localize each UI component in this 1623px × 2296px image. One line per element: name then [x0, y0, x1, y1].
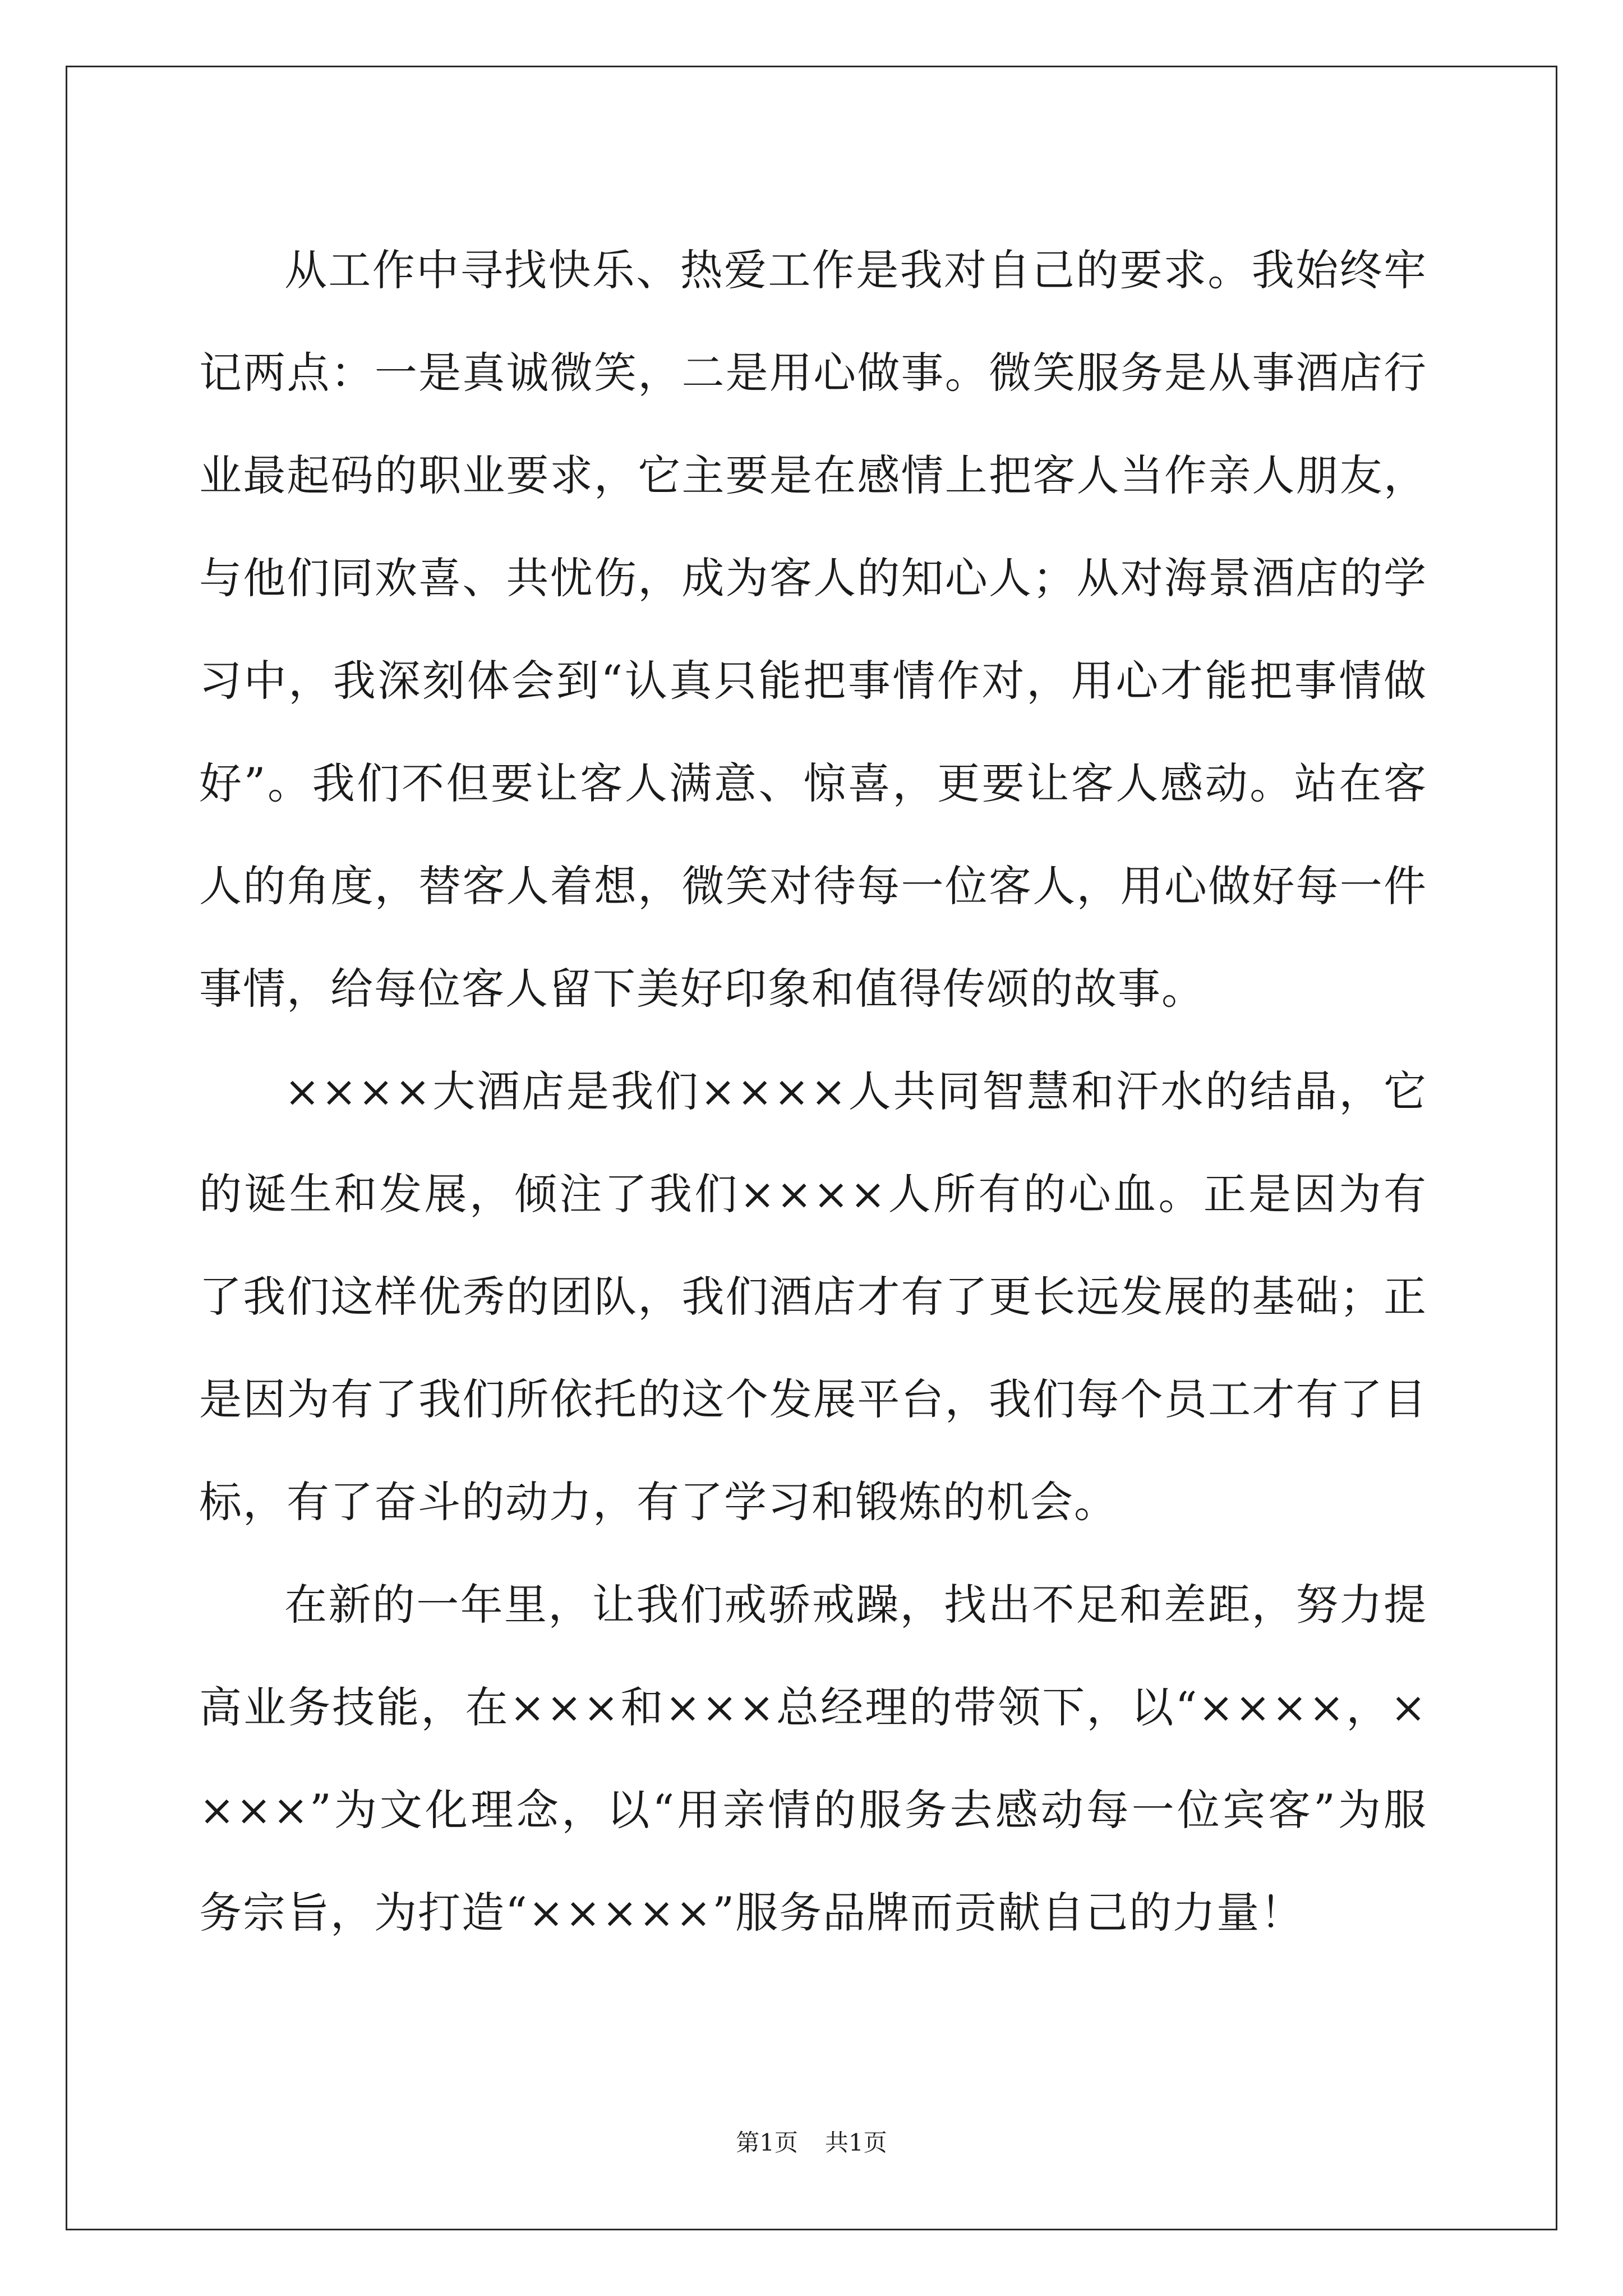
page-footer	[0, 2126, 1623, 2160]
paragraph-1: 从工作中寻找快乐、热爱工作是我对自己的要求。我始终牢记两点：一是真诚微笑，二是用心做事。微笑服务是从事酒店行业最起码的职业要求，它主要是在感情上把客人当作亲人朋友，与他们同欢喜、共忧伤，成为客人的知心人；从对海景酒店的学习中，我深刻体会到“认真只能把事情作对，用心才能把事情做好”。我们不但要让客人满意、惊喜，更要让客人感动。站在客人的角度，替客人着想，微笑对待每一位客人，用心做好每一件事情，给每位客人留下美好印象和值得传颂的故事。	[199, 245, 1427, 1014]
paragraph-3: 在新的一年里，让我们戒骄戒躁，找出不足和差距，努力提高业务技能，在×××和×××总经理的带领下，以“××××，××××”为文化理念，以“用亲情的服务去感动每一位宾客”为服务宗旨，为打造“×××××”服务品牌而贡献自己的力量！	[199, 1580, 1427, 1938]
paragraph-2: ××××大酒店是我们××××人共同智慧和汗水的结晶，它的诞生和发展，倾注了我们××××人所有的心血。正是因为有了我们这样优秀的团队，我们酒店才有了更长远发展的基础；正是因为有了我们所依托的这个发展平台，我们每个员工才有了目标，有了奋斗的动力，有了学习和锻炼的机会。	[199, 1066, 1427, 1527]
document-body	[199, 219, 1427, 1964]
page-number-current: 第1页	[736, 2129, 798, 2156]
page-number-total: 共1页	[825, 2129, 887, 2156]
